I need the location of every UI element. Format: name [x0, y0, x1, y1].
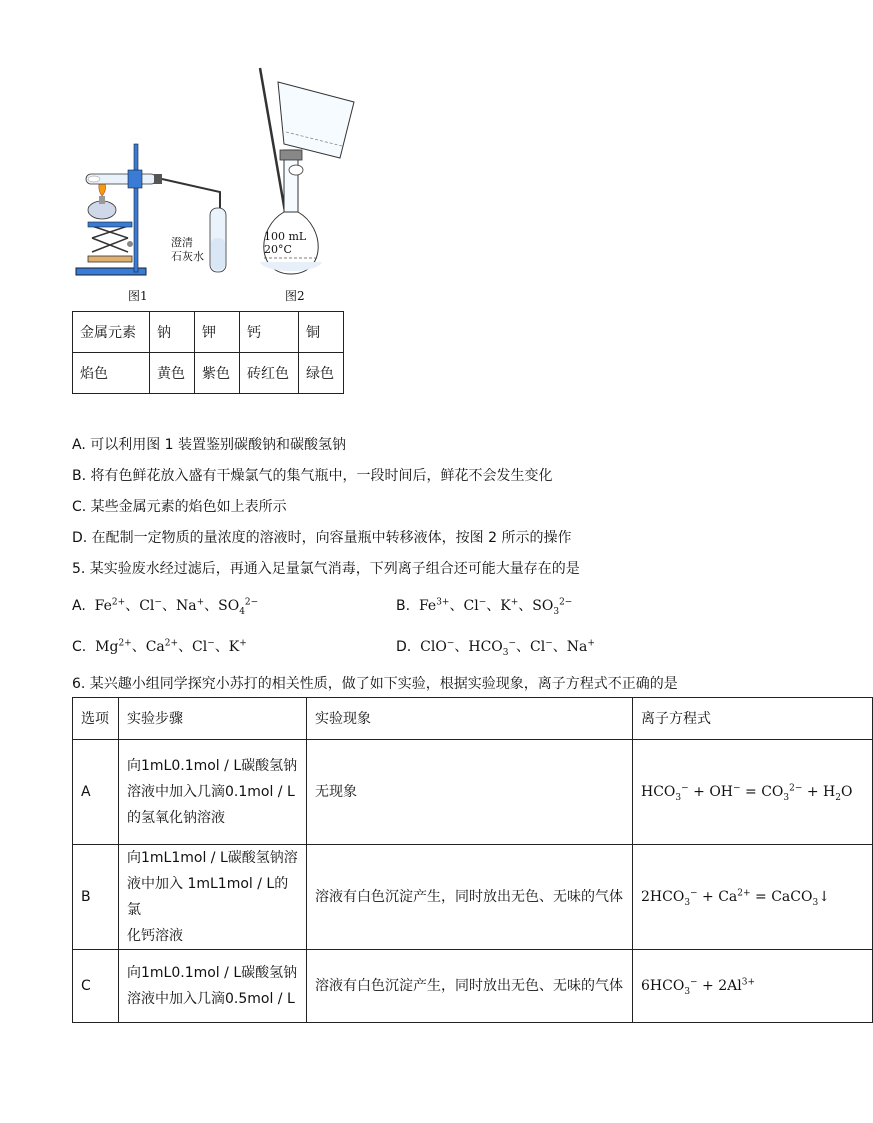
table-header-row: [73, 698, 873, 740]
table-cell: 绿色: [299, 353, 344, 394]
q5-option-c[interactable]: [72, 636, 247, 656]
flask-label: 100 mL 20°C: [264, 230, 307, 256]
q5-option-b[interactable]: [396, 595, 572, 615]
option-label: C.: [72, 639, 87, 655]
figure-2-caption: 图2: [285, 289, 305, 303]
table-cell: 金属元素: [73, 312, 150, 353]
q6-experiment-table: [72, 697, 873, 1023]
flame-color-table: [72, 311, 344, 394]
q4-option-d[interactable]: D. 在配制一定物质的量浓度的溶液时，向容量瓶中转移液体，按图 2 所示的操作: [72, 530, 572, 546]
table-row[interactable]: [73, 950, 873, 1023]
step-cell: 向1mL1mol / L碳酸氢钠溶 液中加入 1mL1mol / L的氯 化钙溶液: [119, 845, 307, 950]
table-cell: 紫色: [195, 353, 240, 394]
table-cell: 焰色: [73, 353, 150, 394]
ion-list: $Fe^{2+}$、Cl−、Na+、$SO_4^{2-}$: [90, 597, 259, 617]
option-label: A.: [72, 598, 86, 614]
q5-option-d[interactable]: [396, 636, 595, 656]
q5-stem: 5. 某实验废水经过滤后，再通入足量氯气消毒，下列离子组合还可能大量存在的是: [72, 561, 580, 577]
lime-water-label: 澄清 石灰水: [171, 236, 204, 263]
q4-option-c[interactable]: C. 某些金属元素的焰色如上表所示: [72, 499, 287, 515]
equation-cell: $2HCO_3^- + Ca^{2+}$ = CaCO$_3$↓: [633, 845, 873, 950]
option-label: D.: [396, 639, 412, 655]
q4-option-a[interactable]: A. 可以利用图 1 装置鉴别碳酸钠和碳酸氢钠: [72, 437, 347, 453]
table-cell: 钙: [240, 312, 299, 353]
phenomenon-cell: 溶液有白色沉淀产生，同时放出无色、无味的气体: [307, 950, 633, 1023]
table-row[interactable]: [73, 845, 873, 950]
q6-stem: 6. 某兴趣小组同学探究小苏打的相关性质，做了如下实验，根据实验现象，离子方程式不正确的是: [72, 676, 678, 692]
q6-table-clip: [72, 697, 853, 1024]
header-cell: 离子方程式: [633, 698, 873, 740]
phenomenon-cell: 无现象: [307, 740, 633, 845]
phenomenon-cell: 溶液有白色沉淀产生，同时放出无色、无味的气体: [307, 845, 633, 950]
equation-cell: $HCO_3^- + OH^- = CO_3^{2-} + H_2O$: [633, 740, 873, 845]
figure-1-caption: 图1: [128, 289, 148, 303]
option-label: B.: [396, 598, 411, 614]
header-cell: 选项: [73, 698, 119, 740]
table-row: [73, 353, 344, 394]
table-cell: 砖红色: [240, 353, 299, 394]
q4-option-b[interactable]: B. 将有色鲜花放入盛有干燥氯气的集气瓶中，一段时间后，鲜花不会发生变化: [72, 468, 553, 484]
table-cell: 黄色: [150, 353, 195, 394]
option-cell: B: [73, 845, 119, 950]
option-cell: A: [73, 740, 119, 845]
header-cell: 实验现象: [307, 698, 633, 740]
figure-1-apparatus: [70, 140, 240, 280]
ion-list: $Mg^{2+}$、$Ca^{2+}$、Cl−、K+: [90, 638, 247, 655]
step-cell: 向1mL0.1mol / L碳酸氢钠 溶液中加入几滴0.1mol / L 的氢氧化钠溶液: [119, 740, 307, 845]
equation-cell: $6HCO_3^- + 2Al^{3+}$: [633, 950, 873, 1023]
table-row[interactable]: [73, 740, 873, 845]
q5-option-a[interactable]: [72, 595, 258, 615]
ion-list: $Fe^{3+}$、Cl−、K+、$SO_3^{2-}$: [414, 597, 573, 617]
step-cell: 向1mL0.1mol / L碳酸氢钠 溶液中加入几滴0.5mol / L: [119, 950, 307, 1023]
ion-list: ClO−、$HCO_3^-$、Cl−、Na+: [415, 638, 595, 658]
table-row: [73, 312, 344, 353]
option-cell: C: [73, 950, 119, 1023]
table-cell: 钾: [195, 312, 240, 353]
table-cell: 铜: [299, 312, 344, 353]
table-cell: 钠: [150, 312, 195, 353]
header-cell: 实验步骤: [119, 698, 307, 740]
